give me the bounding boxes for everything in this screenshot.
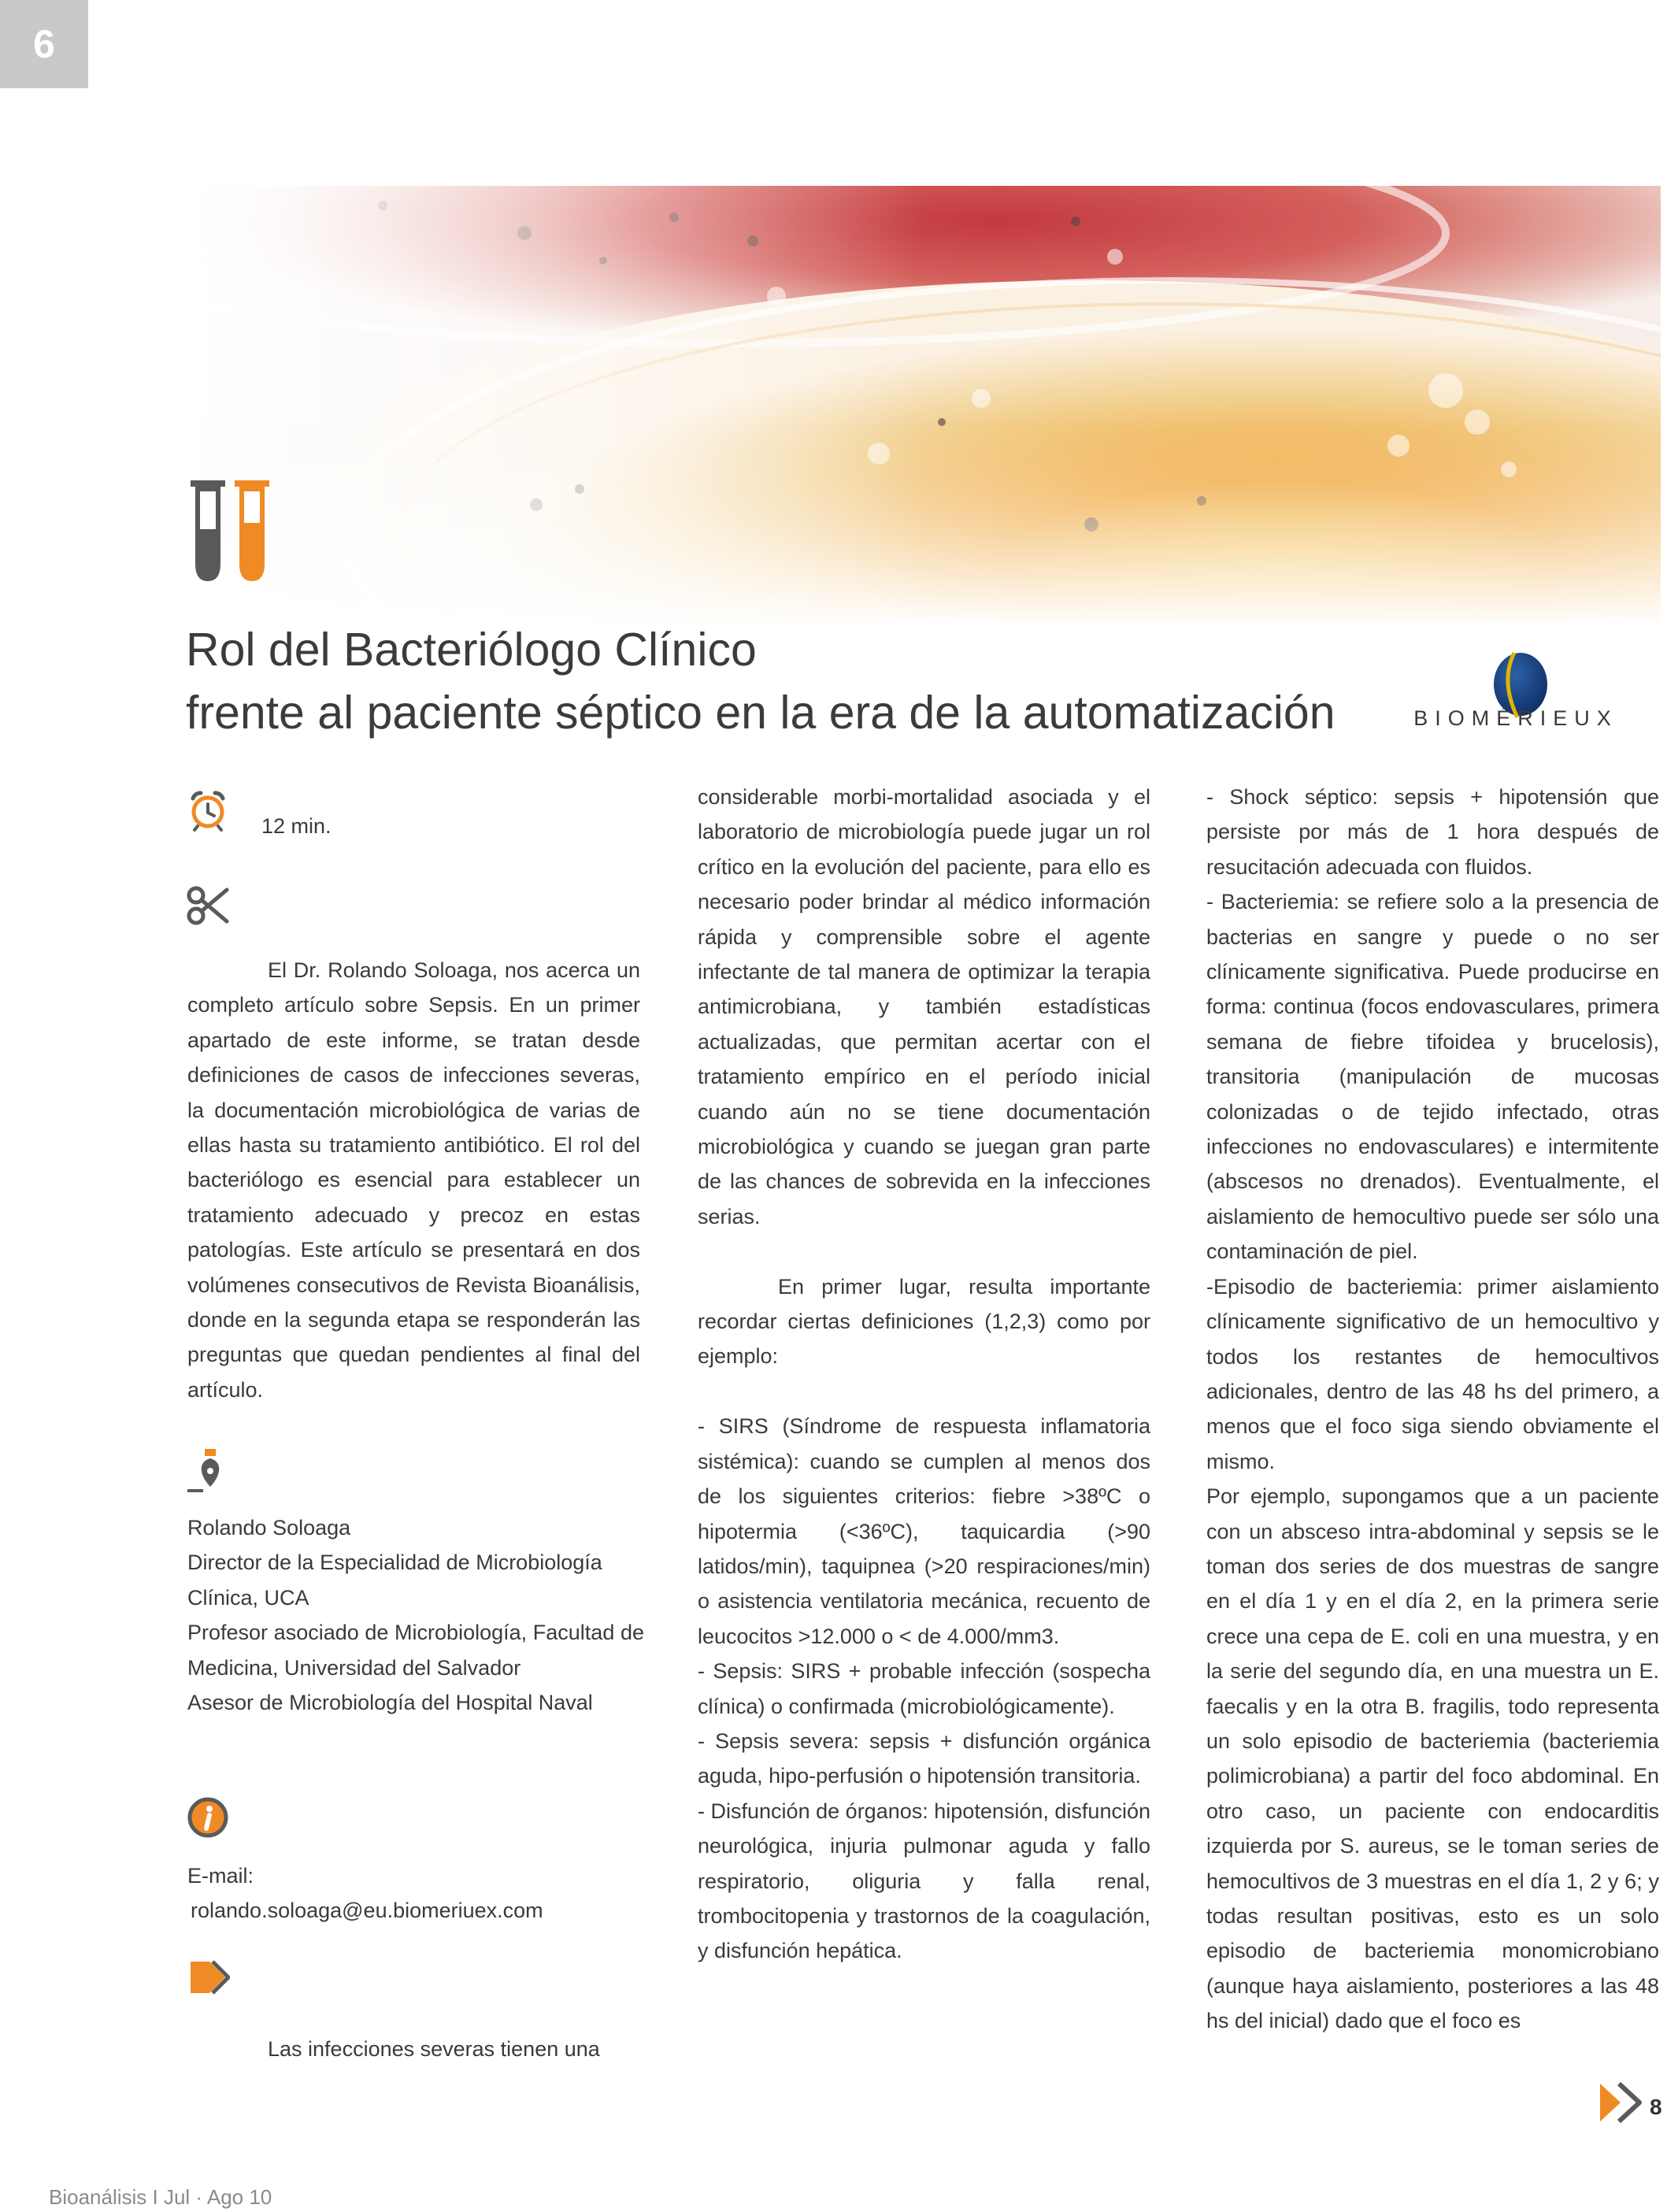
column-2 — [698, 780, 1150, 1969]
author-role-1: Director de la Especialidad de Microbiología Clínica, UCA — [187, 1551, 602, 1610]
definition-disfuncion: - Disfunción de órganos: hipotensión, disfunción neurológica, injuria pulmonar aguda y fallo respiratorio, oliguria y falla renal, trombocitopenia y trastornos de la coagulación, y disfunción hepática. — [698, 1799, 1150, 1963]
reading-time: 12 min. — [261, 814, 332, 838]
page-tab — [0, 0, 88, 88]
arrow-right-icon — [186, 1955, 230, 2003]
col2-paragraph-2: En primer lugar, resulta importante recordar ciertas definiciones (1,2,3) como por ejemplo: — [698, 1274, 1150, 1369]
double-chevron-icon — [1597, 2080, 1644, 2129]
definition-episodio: -Episodio de bacteriemia: primer aislamiento clínicamente significativo de un hemocultivo y todos los restantes de hemocultivos adicionales, dentro de las 48 hs del primero, a menos que el foco siga siendo obviamente el mismo. — [1206, 1274, 1659, 1473]
author-role-3: Asesor de Microbiología del Hospital Naval — [187, 1691, 593, 1715]
example-paragraph: Por ejemplo, supongamos que a un paciente con un absceso intra-abdominal y sepsis se le toman dos series de dos muestras de sangre en el día 1 y en el día 2, en la primera serie crece una cepa de E. coli en una muestra, y en la serie del segundo día, en una muestra un E. faecalis y en la otra B. fragilis, todo representa un solo episodio de bacteriemia (bacteriemia polimicrobiana) a partir del foco abdominal. En otro caso, un paciente con endocarditis izquierda por S. aureus, se le toman series de hemocultivos de 3 muestras en el día 1, 2 y 6; y todas resultan positivas, esto es un solo episodio de bacteriemia monomicrobiano (aunque haya aislamiento, posteriores a las 48 hs del inicial) dado que el foco es — [1206, 1484, 1659, 2033]
definition-sepsis: - Sepsis: SIRS + probable infección (sospecha clínica) o confirmada (microbiológicamente). — [698, 1659, 1150, 1718]
author-block — [187, 1510, 644, 1720]
definition-shock: - Shock séptico: sepsis + hipotensión que persiste por más de 1 hora después de resucitación adecuada con fluidos. — [1206, 785, 1659, 879]
alarm-clock-icon — [186, 788, 230, 836]
body-start-paragraph: Las infecciones severas tienen una — [268, 2037, 600, 2061]
col2-paragraph-1: considerable morbi-mortalidad asociada y el laboratorio de microbiología puede jugar un rol crítico en la evolución del paciente, para ello es necesario poder brindar al médico información rápida y comprensible sobre el agente infectante de tal manera de optimizar la terapia antimicrobiana, y también estadísticas actualizadas, que permitan acertar con el tratamiento empírico en el período inicial cuando aún no se tiene documentación microbiológica y cuando se juegan gran parte de las chances de sobrevida en la infecciones serias. — [698, 785, 1150, 1228]
email-address[interactable]: rolando.soloaga@eu.biomeriuex.com — [191, 1899, 543, 1923]
author-name: Rolando Soloaga — [187, 1516, 351, 1540]
biomerieux-wordmark: BIOMÉRIEUX — [1413, 706, 1618, 730]
definition-bacteriemia: - Bacteriemia: se refiere solo a la presencia de bacterias en sangre y puede o no ser clínicamente significativa. Puede producirse en forma: continua (focos endovasculares, primera semana de fiebre tifoidea y brucelosis), transitoria (manipulación de mucosas colonizadas o de tejido infectado, otras infecciones no endovasculares) e intermitente (abscesos no drenados). Eventualmente, el aislamiento de hemocultivo puede ser sólo una contaminación de piel. — [1206, 890, 1659, 1264]
article-title-line-1: Rol del Bacteriólogo Clínico — [186, 624, 757, 676]
email-label: E-mail: — [187, 1864, 254, 1888]
article-title-line-2: frente al paciente séptico en la era de la automatización — [186, 687, 1335, 739]
column-1-intro — [187, 953, 640, 1407]
intro-paragraph: El Dr. Rolando Soloaga, nos acerca un completo artículo sobre Sepsis. En un primer apartado de este informe, se tratan desde definiciones de casos de infecciones severas, la documentación microbiológica de varias de ellas hasta su tratamiento antibiótico. El rol del bacteriólogo es esencial para establecer un tratamiento adecuado y precoz en estas patologías. Este artículo se presentará en dos volúmenes consecutivos de Revista Bioanálisis, donde en la segunda etapa se responderán las preguntas que quedan pendientes al final del artículo. — [187, 958, 640, 1402]
info-icon — [186, 1795, 230, 1843]
pen-nib-icon — [186, 1447, 233, 1499]
test-tubes-icon — [186, 476, 274, 586]
email-block — [187, 1858, 644, 1929]
author-role-2: Profesor asociado de Microbiología, Facultad de Medicina, Universidad del Salvador — [187, 1621, 644, 1680]
hero-image — [186, 186, 1661, 627]
definition-sirs: - SIRS (Síndrome de respuesta inflamatoria sistémica): cuando se cumplen al menos dos de los siguientes criterios: fiebre >38ºC o hipotermia (<36ºC), taquicardia (>90 latidos/min), taquipnea (>20 respiraciones/min) o asistencia ventilatoria mecánica, recuento de leucocitos >12.000 o < de 4.000/mm3. — [698, 1414, 1150, 1648]
footer-publication: Bioanálisis I Jul · Ago 10 — [49, 2185, 272, 2209]
column-3 — [1206, 780, 1659, 2039]
article-title — [186, 618, 1367, 744]
page-number: 8 — [1650, 2095, 1662, 2119]
biomerieux-logo — [1390, 650, 1642, 736]
column-1-body — [187, 2032, 640, 2066]
page-tab-number: 6 — [33, 22, 55, 66]
definition-sepsis-severa: - Sepsis severa: sepsis + disfunción orgánica aguda, hipo-perfusión o hipotensión transitoria. — [698, 1728, 1150, 1788]
petri-dish-image — [186, 186, 1661, 627]
scissors-icon — [186, 884, 230, 932]
